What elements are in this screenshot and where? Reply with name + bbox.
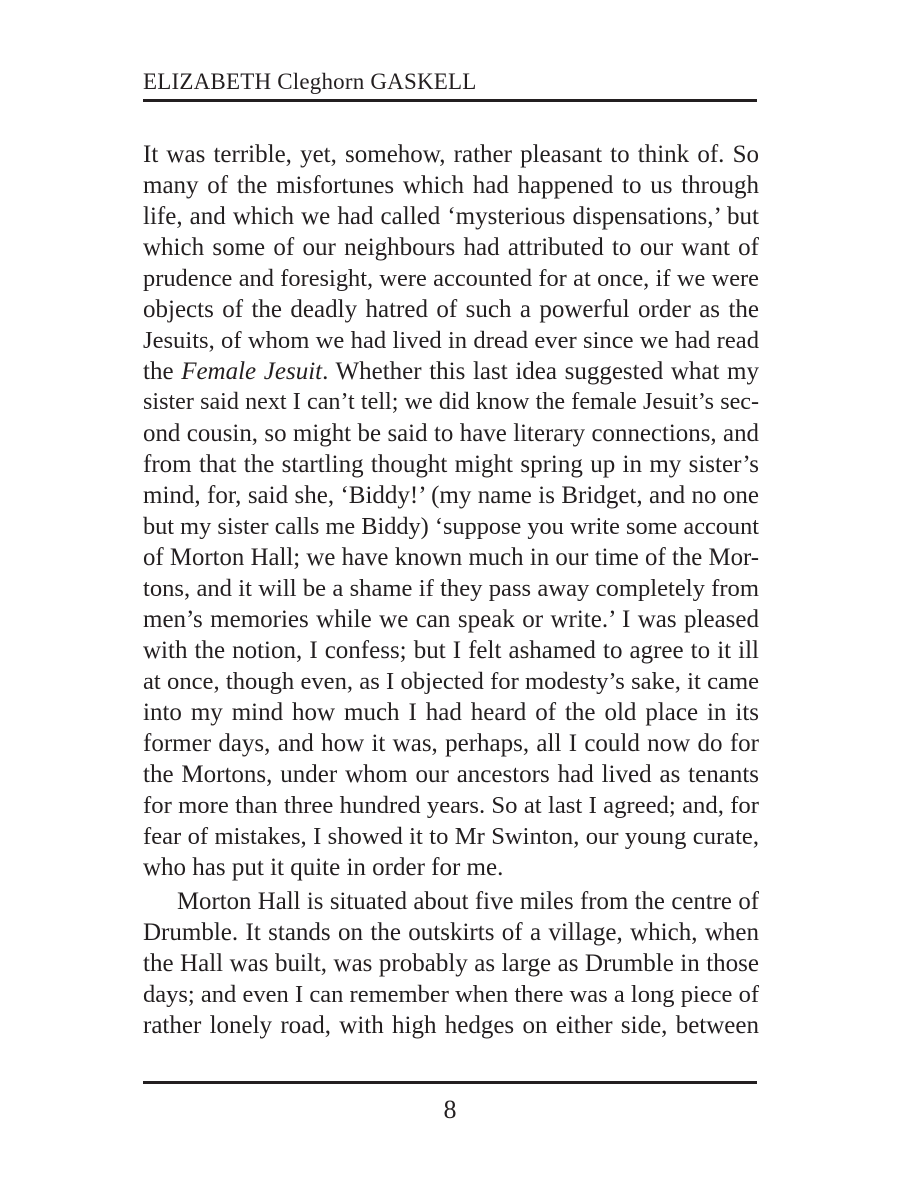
text-line: objects of the deadly hatred of such a powerful order as the: [143, 296, 759, 323]
text-line: but my sister calls me Biddy) ‘suppose you write some account: [143, 513, 759, 540]
text-line: men’s memories while we can speak or write.’ I was pleased: [143, 606, 759, 633]
text-line: the Hall was built, was probably as large as Drumble in those: [143, 950, 759, 977]
text-line: former days, and how it was, perhaps, all I could now do for: [143, 730, 759, 757]
text-line: of Morton Hall; we have known much in our time of the Mor-: [143, 544, 759, 571]
running-header: ELIZABETH Cleghorn GASKELL: [143, 69, 477, 94]
text-line: life, and which we had called ‘mysterious dispensations,’ but: [143, 203, 759, 230]
text-line: from that the startling thought might spring up in my sister’s: [143, 451, 759, 478]
text-line: into my mind how much I had heard of the old place in its: [143, 699, 759, 726]
text-line: Jesuits, of whom we had lived in dread ever since we had read: [143, 327, 759, 354]
text-line: fear of mistakes, I showed it to Mr Swinton, our young curate,: [143, 823, 759, 850]
book-title-italic: Female Jesuit: [181, 358, 323, 385]
body-text: [143, 139, 759, 1041]
text-line: ond cousin, so might be said to have literary connections, and: [143, 420, 759, 447]
text-line: days; and even I can remember when there was a long piece of: [143, 981, 759, 1008]
text-line: which some of our neighbours had attributed to our want of: [143, 234, 759, 261]
text-line: with the notion, I confess; but I felt ashamed to agree to it ill: [143, 637, 759, 664]
text-line: prudence and foresight, were accounted for at once, if we were: [143, 265, 759, 292]
page-number: 8: [443, 1095, 457, 1124]
text-line: many of the misfortunes which had happened to us through: [143, 172, 759, 199]
text-line: sister said next I can’t tell; we did know the female Jesuit’s sec-: [143, 389, 759, 415]
text-line: tons, and it will be a shame if they pass away completely from: [143, 575, 759, 602]
text-segment: . Whether this last idea suggested what my: [322, 358, 760, 385]
text-line: the Mortons, under whom our ancestors had lived as tenants: [143, 761, 759, 788]
header-rule: [143, 99, 757, 102]
text-line: for more than three hundred years. So at last I agreed; and, for: [143, 792, 759, 819]
text-line: It was terrible, yet, somehow, rather pleasant to think of. So: [143, 141, 759, 168]
text-line-with-italic-title: [143, 356, 759, 387]
text-line: Drumble. It stands on the outskirts of a village, which, when: [143, 919, 759, 946]
paragraph-start-line: Morton Hall is situated about five miles from the centre of: [177, 888, 759, 915]
text-segment: the: [143, 358, 182, 385]
text-line: mind, for, said she, ‘Biddy!’ (my name is Bridget, and no one: [143, 482, 759, 509]
paragraph-end-line: who has put it quite in order for me.: [143, 854, 504, 881]
text-line: at once, though even, as I objected for modesty’s sake, it came: [143, 668, 759, 695]
text-line: rather lonely road, with high hedges on either side, between: [143, 1012, 759, 1039]
footer-rule: [143, 1081, 757, 1084]
